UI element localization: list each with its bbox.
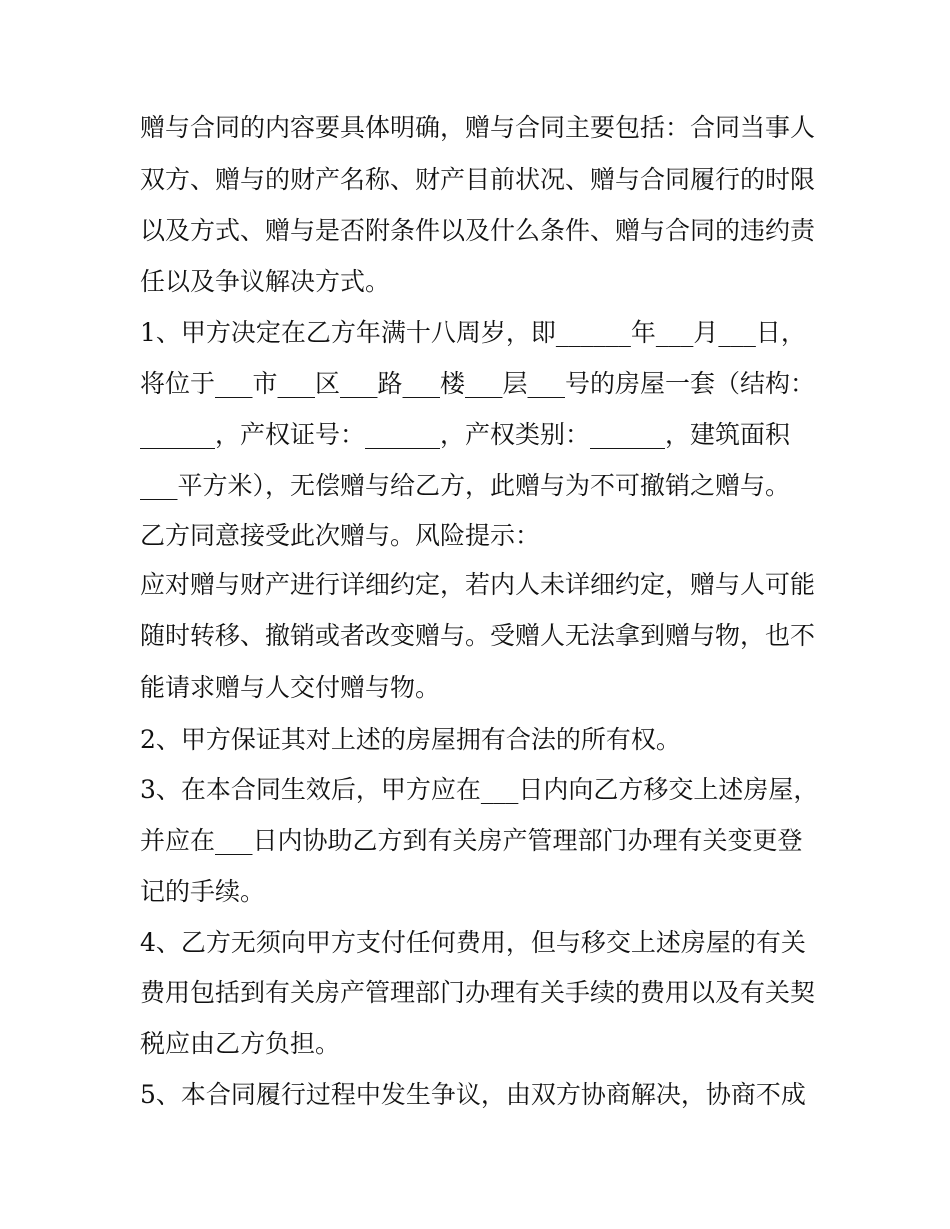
text-line: 5、本合同履行过程中发生争议，由双方协商解决，协商不成 xyxy=(140,1080,806,1109)
text-line: 随时转移、撤销或者改变赠与。受赠人无法拿到赠与物，也不 xyxy=(140,621,816,650)
text-line: 4、乙方无须向甲方支付任何费用，但与移交上述房屋的有关 xyxy=(140,928,806,957)
text-line: 能请求赠与人交付赠与物。 xyxy=(140,673,441,702)
text-line: ______，产权证号：______，产权类别：______，建筑面积 xyxy=(140,420,791,449)
text-line: 双方、赠与的财产名称、财产目前状况、赠与合同履行的时限 xyxy=(140,165,816,194)
text-line: 3、在本合同生效后，甲方应在___日内向乙方移交上述房屋， xyxy=(140,775,819,804)
text-line: 2、甲方保证其对上述的房屋拥有合法的所有权。 xyxy=(140,725,681,754)
text-line: 税应由乙方负担。 xyxy=(140,1029,341,1058)
text-line: 记的手续。 xyxy=(140,877,266,906)
text-line: 并应在___日内协助乙方到有关房产管理部门办理有关变更登 xyxy=(140,826,803,855)
text-line: 以及方式、赠与是否附条件以及什么条件、赠与合同的违约责 xyxy=(140,216,816,245)
text-line: 应对赠与财产进行详细约定，若内人未详细约定，赠与人可能 xyxy=(140,570,816,599)
text-line: ___平方米），无偿赠与给乙方，此赠与为不可撤销之赠与。 xyxy=(140,471,791,500)
text-line: 乙方同意接受此次赠与。风险提示： xyxy=(140,521,541,550)
text-line: 将位于___市___区___路___楼___层___号的房屋一套（结构： xyxy=(140,369,816,398)
text-line: 费用包括到有关房产管理部门办理有关手续的费用以及有关契 xyxy=(140,978,816,1007)
text-line: 赠与合同的内容要具体明确，赠与合同主要包括：合同当事人 xyxy=(140,113,816,142)
text-line: 任以及争议解决方式。 xyxy=(140,267,391,296)
text-line: 1、甲方决定在乙方年满十八周岁，即______年___月___日， xyxy=(140,318,806,347)
